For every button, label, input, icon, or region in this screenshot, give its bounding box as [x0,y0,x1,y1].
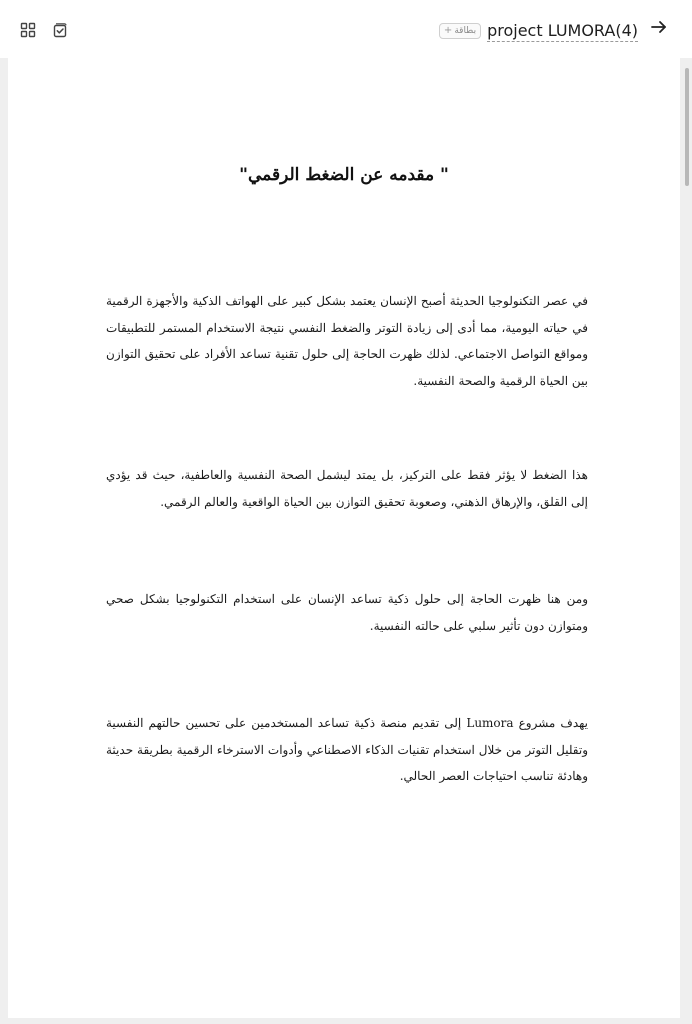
paragraph: يهدف مشروع Lumora إلى تقديم منصة ذكية تساعد المستخدمين على تحسين حالتهم النفسية وتقليل التوتر من خلال استخدام تقنيات الذكاء الاصطناعي وأدوات الاسترخاء الرقمية بطريقة حديثة وهادئة تناسب احتياجات العصر الحالي. [106,716,588,783]
document-heading: " مقدمه عن الضغط الرقمي" [239,165,449,185]
scrollbar-track[interactable] [684,58,690,1018]
paragraph: ومن هنا ظهرت الحاجة إلى حلول ذكية تساعد الإنسان على استخدام التكنولوجيا بشكل صحي ومتوازن دون تأثير سلبي على حالته النفسية. [106,592,588,633]
card-badge[interactable] [439,23,481,39]
top-toolbar [0,0,692,58]
card-badge-label: بطاقة [454,26,477,36]
checkbox-icon[interactable] [50,20,70,40]
paragraph: هذا الضغط لا يؤثر فقط على التركيز، بل يمتد ليشمل الصحة النفسية والعاطفية، حيث قد يؤدي إلى القلق، والإرهاق الذهني، وصعوبة تحقيق التوازن بين الحياة الواقعية والعالم الرقمي. [106,468,588,509]
paragraph: في عصر التكنولوجيا الحديثة أصبح الإنسان يعتمد بشكل كبير على الهواتف الذكية والأجهزة الرقمية في حياته اليومية، مما أدى إلى زيادة التوتر والضغط النفسي نتيجة الاستخدام المستمر للتطبيقات ومواقع التواصل الاجتماعي. لذلك ظهرت الحاجة إلى حلول تقنية تساعد الأفراد على تحقيق التوازن بين الحياة الرقمية والصحة النفسية. [106,294,589,388]
grid-icon[interactable] [18,20,38,40]
arrow-right-icon[interactable] [648,16,670,38]
plus-icon: + [443,25,453,36]
scrollbar-thumb[interactable] [685,68,689,186]
document-title[interactable]: project LUMORA(4) [487,20,638,40]
title-area [439,17,638,45]
document-page[interactable] [8,58,680,1018]
